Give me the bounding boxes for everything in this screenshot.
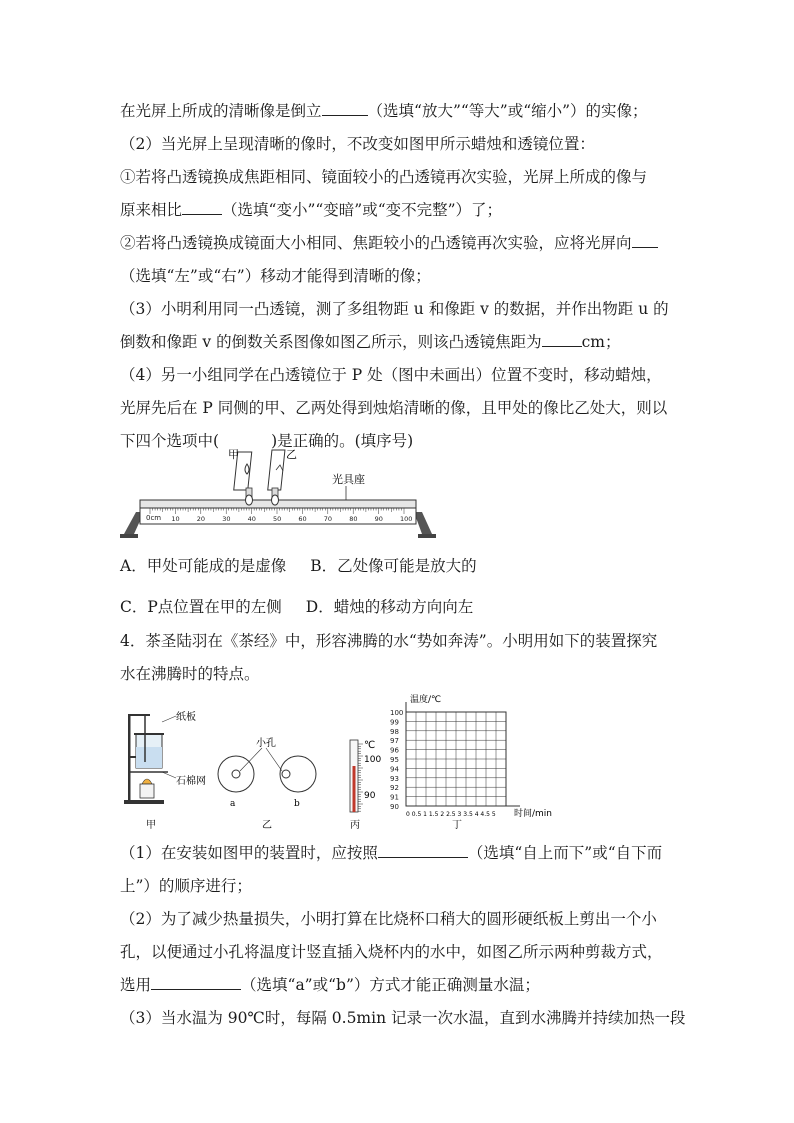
bench-tick-label: 30: [222, 515, 231, 523]
thermometer-100-label: 100: [364, 755, 382, 765]
question-text-line: 孔，以便通过小孔将温度计竖直插入烧杯内的水中，如图乙所示两种剪裁方式，: [120, 943, 663, 961]
question-text-line: （选填“左”或“右”）移动才能得到清晰的像；: [120, 267, 431, 285]
question-text-line: 倒数和像距 v 的倒数关系图像如图乙所示，则该凸透镜焦距为 cm；: [120, 333, 621, 351]
bench-tick-label: 40: [247, 515, 256, 523]
answer-blank[interactable]: [322, 101, 368, 116]
question-text-line: 光屏先后在 P 同侧的甲、乙两处得到烛焰清晰的像，且甲处的像比乙处大，则以: [120, 399, 668, 417]
option-row: [120, 555, 477, 577]
graph-y-tick-label: 96: [390, 746, 399, 755]
question-text-line: （4）另一小组同学在凸透镜位于 P 处（图中未画出）位置不变时，移动蜡烛，: [120, 366, 662, 384]
question-text-line: （3）当水温为 90℃时，每隔 0.5min 记录一次水温，直到水沸腾并持续加热一段: [120, 1009, 686, 1027]
graph-y-tick-label: 93: [390, 774, 399, 783]
label-disc-b: b: [294, 799, 300, 809]
mercury-column: [353, 766, 356, 812]
answer-blank[interactable]: [542, 332, 582, 347]
question-text-line: 下四个选项中( )是正确的。(填序号): [120, 432, 414, 450]
figure-label-jia: 甲: [146, 820, 156, 831]
answer-blank[interactable]: [378, 843, 468, 858]
answer-blank[interactable]: [151, 975, 241, 990]
bench-tick-label: 90: [374, 515, 383, 523]
thermometer-reading: [350, 740, 363, 812]
question-4-line: 4．茶圣陆羽在《茶经》中，形容沸腾的水“势如奔涛”。小明用如下的装置探究: [120, 632, 658, 650]
option-c[interactable]: C．P点位置在甲的左侧: [120, 598, 282, 616]
temperature-time-grid: [406, 702, 520, 806]
figure-label-ding: 丁: [452, 820, 462, 831]
cardboard-discs: [218, 748, 316, 792]
answer-blank[interactable]: [182, 200, 222, 215]
figure-label-yi: 乙: [262, 820, 272, 831]
label-jia: 甲: [228, 448, 239, 461]
question-text-line: 在光屏上所成的清晰像是倒立 （选填“放大”“等大”或“缩小”）的实像；: [120, 102, 648, 120]
scale-zero-label: 0cm: [146, 514, 162, 522]
option-a[interactable]: A．甲处可能成的是虚像: [120, 557, 287, 575]
graph-y-tick-label: 92: [390, 784, 399, 793]
option-d[interactable]: D．蜡烛的移动方向向左: [305, 598, 474, 616]
bench-tick-label: 80: [349, 515, 358, 523]
question-text-line: （2）为了减少热量损失，小明打算在比烧杯口稍大的圆形硬纸板上剪出一个小: [120, 910, 657, 928]
label-disc-a: a: [230, 799, 236, 809]
graph-y-tick-label: 99: [390, 718, 399, 727]
answer-blank[interactable]: [632, 233, 658, 248]
flame-icon: [142, 779, 152, 784]
graph-y-tick-label: 97: [390, 737, 399, 746]
bench-tick-label: 10: [171, 515, 180, 523]
thermometer-unit: ℃: [364, 740, 376, 751]
question-text-line: （3）小明利用同一凸透镜，测了多组物距 u 和像距 v 的数据，并作出物距 u 的: [120, 300, 669, 318]
question-text-line: 选用 （选填“a”或“b”）方式才能正确测量水温；: [120, 976, 540, 994]
boiling-experiment-figures: [118, 692, 568, 832]
label-yi: 乙: [286, 448, 297, 461]
bench-tick-label: 100: [400, 515, 413, 523]
question-text-line: （2）当光屏上呈现清晰的像时，不改变如图甲所示蜡烛和透镜位置：: [120, 135, 595, 153]
question-text-line: 原来相比 （选填“变小”“变暗”或“变不完整”）了；: [120, 201, 503, 219]
graph-y-tick-label: 94: [390, 765, 399, 774]
holder-yi: [268, 450, 285, 505]
graph-y-tick-label: 95: [390, 756, 399, 764]
question-text-line: 上”）的顺序进行；: [120, 877, 252, 895]
label-bench: 光具座: [332, 473, 365, 486]
label-asbestos-net: 石棉网: [176, 776, 206, 787]
bench-right-leg: [414, 512, 432, 534]
option-row: [120, 596, 473, 618]
label-paperboard: 纸板: [176, 712, 196, 723]
graph-y-axis-label: 温度/℃: [410, 695, 442, 705]
alcohol-lamp: [140, 784, 154, 798]
thermometer-90-label: 90: [364, 791, 376, 801]
question-text-line: ①若将凸透镜换成焦距相同、镜面较小的凸透镜再次实验，光屏上所成的像与: [120, 168, 648, 186]
bench-tick-label: 70: [323, 515, 333, 523]
graph-x-axis-label: 时间/min: [514, 809, 553, 819]
label-hole: 小孔: [256, 738, 276, 749]
question-text-line: （1）在安装如图甲的装置时，应按照 （选填“自上而下”或“自下而: [120, 844, 663, 862]
graph-y-tick-label: 98: [390, 727, 399, 736]
bench-tick-label: 20: [196, 515, 206, 523]
option-b[interactable]: B．乙处像可能是放大的: [310, 557, 477, 575]
question-4-line: 水在沸腾时的特点。: [120, 665, 260, 683]
figure-label-bing: 丙: [350, 820, 360, 831]
graph-y-tick-label: 91: [390, 793, 399, 802]
bench-tick-label: 50: [273, 515, 282, 523]
bench-tick-label: 60: [298, 515, 307, 523]
graph-y-tick-label: 100: [390, 709, 404, 717]
iron-stand-apparatus: [124, 714, 176, 804]
optical-bench-figure: [118, 440, 438, 540]
graph-x-tick-labels: 0 0.5 1 1.5 2 2.5 3 3.5 4 4.5 5: [406, 811, 496, 818]
question-text-line: ②若将凸透镜换成镜面大小相同、焦距较小的凸透镜再次实验，应将光屏向: [120, 232, 658, 254]
graph-y-tick-label: 90: [390, 803, 399, 811]
